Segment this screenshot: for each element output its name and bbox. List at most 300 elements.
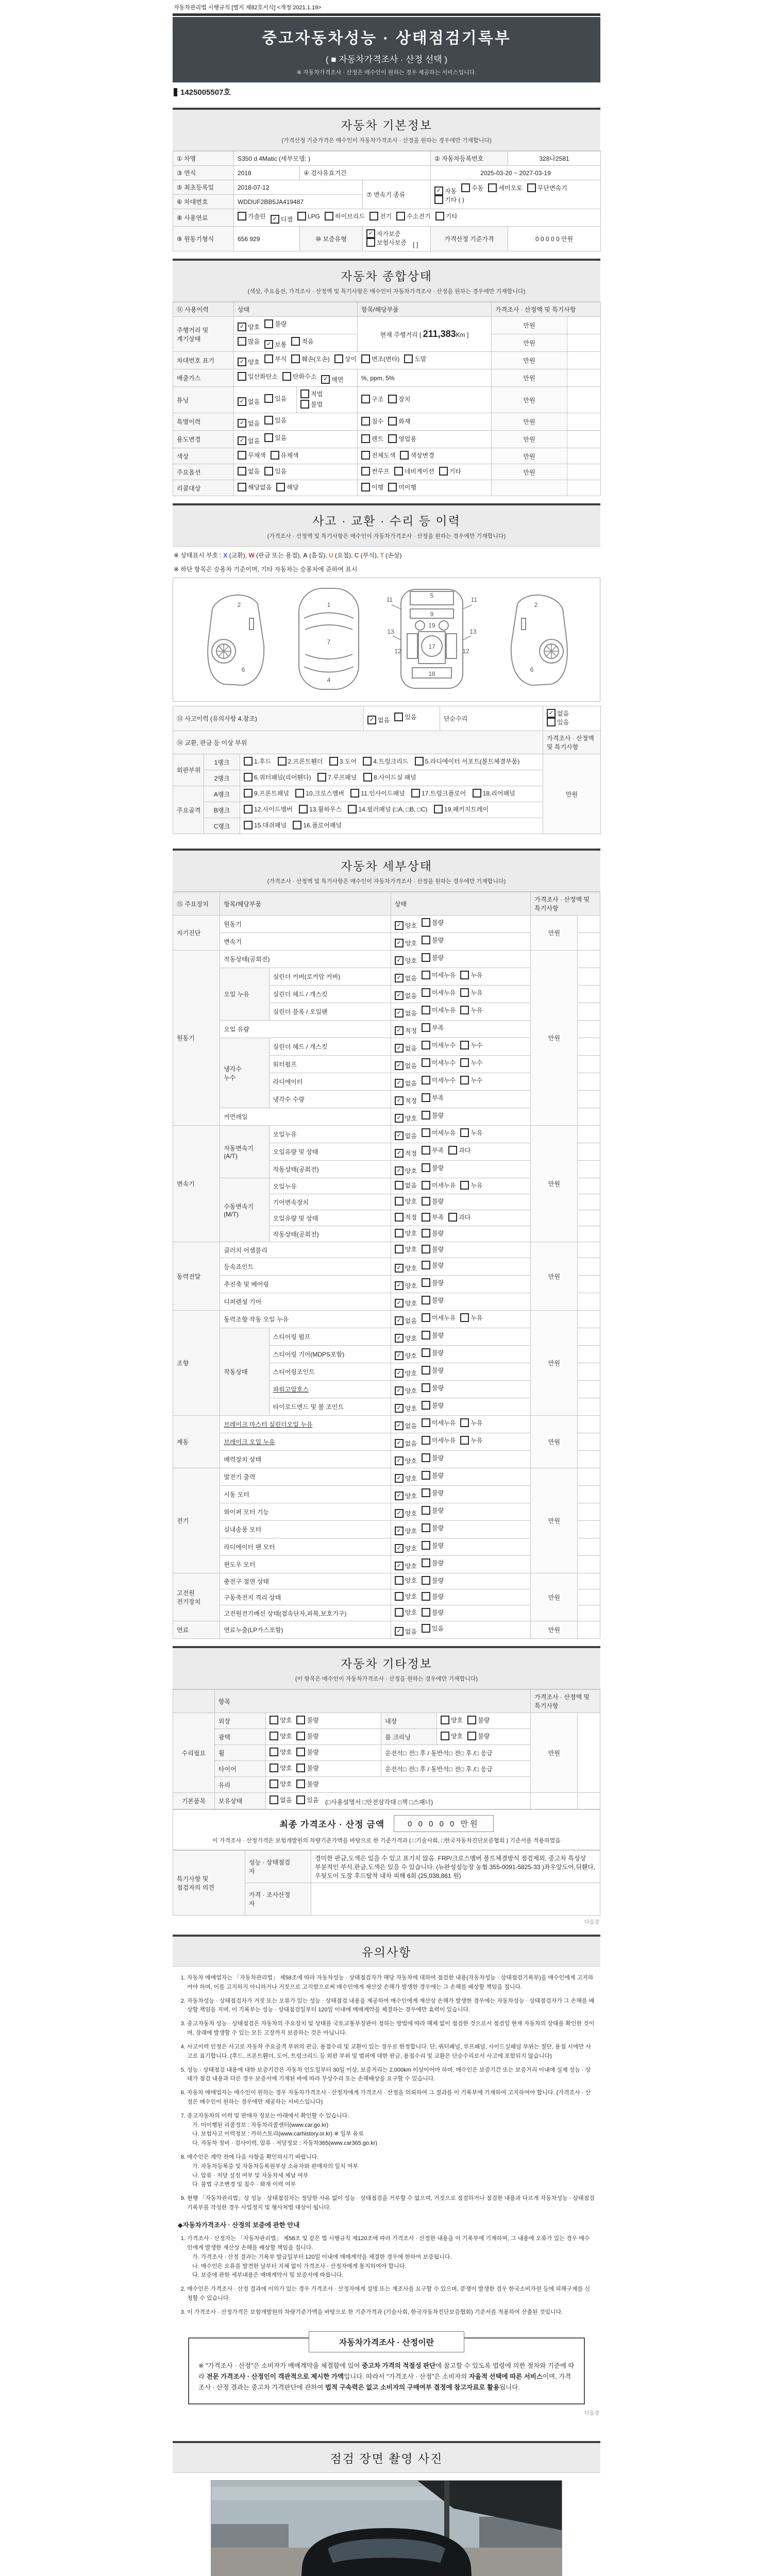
checkbox-box[interactable]: [422, 918, 430, 927]
checkbox-box[interactable]: [460, 1041, 469, 1049]
state-option[interactable]: [422, 1163, 444, 1172]
checkbox-box[interactable]: [299, 805, 308, 814]
checkbox-box[interactable]: [460, 1181, 469, 1190]
checkbox-box[interactable]: [422, 1331, 430, 1340]
checkbox-option[interactable]: [238, 483, 272, 492]
checkbox-box[interactable]: [422, 1608, 430, 1617]
state-option[interactable]: [395, 1608, 417, 1617]
checkbox-box[interactable]: [367, 716, 376, 724]
state-option[interactable]: [395, 1351, 417, 1360]
odometer-option[interactable]: [238, 337, 260, 346]
state-option[interactable]: [422, 1181, 456, 1190]
state-option[interactable]: [422, 1229, 444, 1238]
state-option[interactable]: [395, 1197, 417, 1206]
state-option[interactable]: [422, 1261, 444, 1269]
checkbox-option[interactable]: [441, 1732, 463, 1740]
checkbox-option[interactable]: [467, 1716, 490, 1724]
transmission-option[interactable]: [434, 187, 457, 195]
checkbox-box[interactable]: [434, 195, 443, 204]
checkbox-box[interactable]: [441, 1716, 449, 1724]
checkbox-box[interactable]: [395, 1281, 404, 1290]
panel-checkbox[interactable]: [244, 773, 311, 782]
checkbox-option[interactable]: [238, 436, 260, 445]
checkbox-option[interactable]: [238, 358, 260, 366]
checkbox-box[interactable]: [422, 1128, 430, 1137]
warranty-option[interactable]: [366, 238, 407, 247]
checkbox-box[interactable]: [388, 417, 397, 426]
state-option[interactable]: [422, 1592, 444, 1601]
checkbox-box[interactable]: [321, 375, 330, 384]
checkbox-option[interactable]: [238, 419, 260, 428]
checkbox-option[interactable]: [388, 434, 416, 443]
state-option[interactable]: [395, 974, 417, 982]
checkbox-box[interactable]: [264, 433, 273, 442]
checkbox-box[interactable]: [422, 1418, 430, 1427]
state-option[interactable]: [422, 988, 456, 997]
state-option[interactable]: [448, 1213, 470, 1222]
state-option[interactable]: [460, 988, 482, 997]
checkbox-box[interactable]: [395, 1044, 404, 1053]
checkbox-box[interactable]: [422, 1229, 430, 1238]
checkbox-box[interactable]: [394, 713, 403, 721]
checkbox-box[interactable]: [441, 1732, 449, 1740]
checkbox-box[interactable]: [422, 953, 430, 962]
fuel-option[interactable]: [297, 212, 320, 221]
checkbox-box[interactable]: [270, 1748, 278, 1756]
fuel-option[interactable]: [271, 215, 293, 224]
checkbox-box[interactable]: [422, 1488, 430, 1497]
checkbox-box[interactable]: [422, 1471, 430, 1480]
checkbox-box[interactable]: [395, 1299, 404, 1308]
checkbox-box[interactable]: [264, 319, 273, 328]
checkbox-box[interactable]: [395, 1245, 404, 1253]
checkbox-option[interactable]: [270, 1764, 292, 1772]
checkbox-option[interactable]: [388, 483, 416, 492]
checkbox-box[interactable]: [422, 1093, 430, 1102]
checkbox-box[interactable]: [394, 467, 403, 476]
checkbox-option[interactable]: [334, 354, 357, 363]
fuel-option[interactable]: [238, 212, 266, 221]
state-option[interactable]: [395, 1386, 417, 1395]
checkbox-box[interactable]: [488, 183, 497, 192]
state-option[interactable]: [395, 1439, 417, 1448]
checkbox-box[interactable]: [422, 1453, 430, 1462]
state-option[interactable]: [422, 953, 444, 962]
checkbox-option[interactable]: [296, 1732, 318, 1740]
checkbox-box[interactable]: [422, 1181, 430, 1190]
checkbox-box[interactable]: [388, 483, 397, 492]
checkbox-box[interactable]: [325, 212, 333, 221]
checkbox-box[interactable]: [434, 187, 443, 195]
state-option[interactable]: [395, 1166, 417, 1175]
checkbox-box[interactable]: [422, 971, 430, 979]
checkbox-box[interactable]: [415, 757, 424, 766]
checkbox-box[interactable]: [295, 789, 304, 798]
state-option[interactable]: [460, 1418, 482, 1427]
checkbox-box[interactable]: [422, 988, 430, 997]
checkbox-box[interactable]: [350, 789, 359, 798]
panel-checkbox[interactable]: [411, 789, 466, 798]
checkbox-box[interactable]: [400, 451, 409, 460]
checkbox-box[interactable]: [422, 1296, 430, 1304]
state-option[interactable]: [395, 1299, 417, 1308]
checkbox-box[interactable]: [361, 417, 370, 426]
checkbox-box[interactable]: [238, 323, 246, 331]
checkbox-option[interactable]: [388, 395, 410, 403]
checkbox-box[interactable]: [296, 1764, 305, 1772]
checkbox-box[interactable]: [395, 1439, 404, 1448]
state-option[interactable]: [460, 1128, 482, 1137]
checkbox-option[interactable]: [238, 372, 278, 381]
checkbox-option[interactable]: [270, 1748, 292, 1756]
checkbox-option[interactable]: [264, 394, 287, 403]
state-option[interactable]: [422, 1041, 456, 1049]
checkbox-box[interactable]: [264, 394, 273, 403]
checkbox-box[interactable]: [422, 1041, 430, 1049]
checkbox-box[interactable]: [547, 709, 556, 718]
repair-option[interactable]: [547, 718, 569, 726]
state-option[interactable]: [422, 971, 456, 979]
checkbox-box[interactable]: [395, 1061, 404, 1070]
state-option[interactable]: [422, 1296, 444, 1304]
checkbox-box[interactable]: [395, 1509, 404, 1518]
mileage-option[interactable]: [264, 319, 287, 328]
state-option[interactable]: [395, 1044, 417, 1053]
checkbox-box[interactable]: [395, 1492, 404, 1500]
panel-checkbox[interactable]: [244, 805, 293, 814]
checkbox-box[interactable]: [291, 337, 300, 346]
checkbox-box[interactable]: [238, 483, 246, 492]
checkbox-box[interactable]: [361, 483, 370, 492]
checkbox-box[interactable]: [395, 1474, 404, 1483]
checkbox-box[interactable]: [422, 1058, 430, 1067]
state-option[interactable]: [395, 1009, 417, 1018]
state-option[interactable]: [460, 1006, 482, 1014]
checkbox-box[interactable]: [461, 183, 470, 192]
state-option[interactable]: [422, 1541, 444, 1550]
checkbox-box[interactable]: [300, 389, 309, 398]
state-option[interactable]: [395, 1026, 417, 1035]
checkbox-box[interactable]: [395, 1264, 404, 1273]
checkbox-box[interactable]: [422, 1523, 430, 1532]
state-option[interactable]: [422, 1245, 444, 1253]
checkbox-box[interactable]: [395, 1456, 404, 1465]
state-option[interactable]: [422, 1608, 444, 1617]
checkbox-box[interactable]: [439, 467, 448, 476]
checkbox-option[interactable]: [400, 451, 434, 460]
transmission-option[interactable]: [527, 183, 567, 192]
checkbox-box[interactable]: [422, 1197, 430, 1206]
state-option[interactable]: [422, 936, 444, 944]
checkbox-option[interactable]: [264, 467, 287, 476]
checkbox-option[interactable]: [296, 1716, 318, 1724]
state-option[interactable]: [395, 1627, 417, 1636]
checkbox-box[interactable]: [291, 354, 300, 363]
checkbox-box[interactable]: [395, 1386, 404, 1395]
state-option[interactable]: [395, 939, 417, 947]
state-option[interactable]: [460, 1181, 482, 1190]
checkbox-box[interactable]: [317, 773, 326, 782]
checkbox-box[interactable]: [395, 1026, 404, 1035]
checkbox-box[interactable]: [422, 1592, 430, 1601]
checkbox-box[interactable]: [422, 1506, 430, 1515]
checkbox-box[interactable]: [395, 1369, 404, 1378]
checkbox-option[interactable]: [238, 451, 266, 460]
checkbox-box[interactable]: [422, 1076, 430, 1084]
panel-checkbox[interactable]: [415, 757, 520, 766]
checkbox-box[interactable]: [395, 1404, 404, 1413]
checkbox-box[interactable]: [460, 971, 469, 979]
checkbox-box[interactable]: [395, 974, 404, 982]
state-option[interactable]: [422, 1146, 444, 1155]
checkbox-box[interactable]: [395, 1627, 404, 1636]
state-option[interactable]: [395, 1149, 417, 1158]
checkbox-box[interactable]: [395, 1079, 404, 1088]
checkbox-box[interactable]: [264, 416, 273, 425]
state-option[interactable]: [395, 1474, 417, 1483]
checkbox-box[interactable]: [422, 1436, 430, 1445]
state-option[interactable]: [395, 1492, 417, 1500]
panel-checkbox[interactable]: [244, 821, 287, 829]
checkbox-box[interactable]: [422, 1366, 430, 1375]
checkbox-box[interactable]: [422, 1313, 430, 1322]
state-option[interactable]: [460, 1313, 482, 1322]
state-option[interactable]: [395, 1096, 417, 1105]
state-option[interactable]: [422, 1076, 456, 1084]
checkbox-box[interactable]: [361, 395, 370, 403]
state-option[interactable]: [395, 956, 417, 965]
fuel-option[interactable]: [369, 212, 392, 221]
checkbox-box[interactable]: [366, 238, 375, 247]
state-option[interactable]: [422, 1436, 456, 1445]
checkbox-box[interactable]: [388, 434, 397, 443]
checkbox-option[interactable]: [361, 451, 395, 460]
fuel-option[interactable]: [325, 212, 365, 221]
state-option[interactable]: [460, 971, 482, 979]
checkbox-box[interactable]: [369, 212, 378, 221]
state-option[interactable]: [422, 1418, 456, 1427]
checkbox-box[interactable]: [435, 212, 444, 221]
checkbox-box[interactable]: [460, 1006, 469, 1014]
checkbox-box[interactable]: [395, 1181, 404, 1190]
checkbox-box[interactable]: [282, 372, 291, 381]
state-option[interactable]: [422, 1331, 444, 1340]
checkbox-box[interactable]: [422, 1023, 430, 1032]
checkbox-box[interactable]: [395, 1608, 404, 1617]
checkbox-box[interactable]: [422, 1163, 430, 1172]
state-option[interactable]: [395, 1576, 417, 1585]
state-option[interactable]: [395, 1281, 417, 1290]
state-option[interactable]: [460, 1076, 482, 1084]
checkbox-box[interactable]: [238, 467, 246, 476]
checkbox-box[interactable]: [395, 1096, 404, 1105]
state-option[interactable]: [460, 1436, 482, 1445]
checkbox-option[interactable]: [296, 1764, 318, 1772]
checkbox-box[interactable]: [238, 419, 246, 428]
state-option[interactable]: [448, 1146, 470, 1155]
checkbox-box[interactable]: [467, 1732, 476, 1740]
checkbox-box[interactable]: [411, 789, 420, 798]
state-option[interactable]: [395, 921, 417, 930]
checkbox-box[interactable]: [238, 397, 246, 406]
checkbox-box[interactable]: [270, 1716, 278, 1724]
checkbox-box[interactable]: [422, 1401, 430, 1410]
checkbox-option[interactable]: [276, 483, 298, 492]
checkbox-box[interactable]: [434, 805, 443, 814]
checkbox-box[interactable]: [460, 1076, 469, 1084]
panel-checkbox[interactable]: [434, 805, 489, 814]
state-option[interactable]: [395, 1229, 417, 1238]
checkbox-box[interactable]: [361, 354, 370, 363]
state-option[interactable]: [422, 1128, 456, 1137]
checkbox-box[interactable]: [395, 1544, 404, 1553]
checkbox-box[interactable]: [395, 991, 404, 1000]
checkbox-box[interactable]: [396, 212, 405, 221]
checkbox-box[interactable]: [422, 1576, 430, 1585]
checkbox-option[interactable]: [300, 400, 323, 409]
checkbox-box[interactable]: [395, 1149, 404, 1158]
checkbox-box[interactable]: [244, 757, 253, 766]
state-option[interactable]: [422, 1506, 444, 1515]
checkbox-option[interactable]: [388, 417, 410, 426]
checkbox-option[interactable]: [270, 1780, 292, 1788]
fuel-option[interactable]: [435, 212, 458, 221]
fuel-option[interactable]: [396, 212, 430, 221]
state-option[interactable]: [395, 1131, 417, 1140]
checkbox-box[interactable]: [296, 1732, 305, 1740]
state-option[interactable]: [422, 1111, 444, 1120]
checkbox-box[interactable]: [395, 1576, 404, 1585]
checkbox-box[interactable]: [334, 354, 343, 363]
checkbox-box[interactable]: [296, 1716, 305, 1724]
panel-checkbox[interactable]: [293, 821, 342, 829]
checkbox-option[interactable]: [361, 483, 383, 492]
checkbox-box[interactable]: [244, 821, 253, 829]
checkbox-box[interactable]: [460, 1436, 469, 1445]
checkbox-option[interactable]: [404, 354, 426, 363]
accident-option[interactable]: [367, 716, 390, 724]
checkbox-box[interactable]: [238, 337, 246, 346]
checkbox-option[interactable]: [270, 1795, 292, 1804]
checkbox-box[interactable]: [460, 988, 469, 997]
state-option[interactable]: [422, 1624, 444, 1633]
checkbox-box[interactable]: [244, 789, 253, 798]
checkbox-option[interactable]: [441, 1716, 463, 1724]
checkbox-option[interactable]: [264, 354, 287, 363]
checkbox-box[interactable]: [460, 1058, 469, 1067]
checkbox-box[interactable]: [422, 936, 430, 944]
state-option[interactable]: [422, 1278, 444, 1287]
checkbox-box[interactable]: [395, 1351, 404, 1360]
state-option[interactable]: [395, 991, 417, 1000]
panel-checkbox[interactable]: [350, 789, 405, 798]
panel-checkbox[interactable]: [348, 805, 427, 814]
checkbox-box[interactable]: [348, 805, 357, 814]
checkbox-option[interactable]: [270, 1732, 292, 1740]
state-option[interactable]: [422, 1197, 444, 1206]
transmission-option[interactable]: [488, 183, 522, 192]
checkbox-box[interactable]: [422, 1348, 430, 1357]
repair-option[interactable]: [547, 709, 569, 718]
panel-checkbox[interactable]: [363, 757, 408, 766]
panel-checkbox[interactable]: [278, 757, 323, 766]
state-option[interactable]: [422, 1093, 444, 1102]
state-option[interactable]: [422, 918, 444, 927]
state-option[interactable]: [395, 1334, 417, 1343]
state-option[interactable]: [422, 1383, 444, 1392]
checkbox-box[interactable]: [422, 1111, 430, 1120]
checkbox-box[interactable]: [395, 1592, 404, 1601]
checkbox-option[interactable]: [467, 1732, 490, 1740]
checkbox-box[interactable]: [395, 939, 404, 947]
checkbox-box[interactable]: [238, 372, 246, 381]
checkbox-box[interactable]: [395, 1114, 404, 1123]
state-option[interactable]: [395, 1456, 417, 1465]
checkbox-option[interactable]: [296, 1748, 318, 1756]
checkbox-box[interactable]: [395, 1009, 404, 1018]
state-option[interactable]: [395, 1562, 417, 1570]
checkbox-option[interactable]: [264, 416, 287, 425]
panel-checkbox[interactable]: [317, 773, 357, 782]
state-option[interactable]: [422, 1576, 444, 1585]
checkbox-option[interactable]: [361, 467, 390, 476]
checkbox-option[interactable]: [282, 372, 316, 381]
checkbox-box[interactable]: [361, 434, 370, 443]
checkbox-box[interactable]: [264, 354, 273, 363]
checkbox-box[interactable]: [473, 789, 481, 798]
checkbox-box[interactable]: [388, 395, 397, 403]
checkbox-box[interactable]: [270, 1732, 278, 1740]
checkbox-box[interactable]: [366, 229, 375, 238]
state-option[interactable]: [395, 1421, 417, 1430]
checkbox-option[interactable]: [300, 389, 323, 398]
state-option[interactable]: [395, 1213, 417, 1222]
checkbox-box[interactable]: [395, 1527, 404, 1535]
state-option[interactable]: [422, 1453, 444, 1462]
state-option[interactable]: [460, 1041, 482, 1049]
checkbox-option[interactable]: [238, 467, 260, 476]
checkbox-box[interactable]: [361, 467, 370, 476]
checkbox-option[interactable]: [321, 375, 343, 384]
state-option[interactable]: [395, 1544, 417, 1553]
checkbox-box[interactable]: [238, 451, 246, 460]
state-option[interactable]: [395, 1114, 417, 1123]
panel-checkbox[interactable]: [244, 757, 271, 766]
checkbox-box[interactable]: [460, 1128, 469, 1137]
checkbox-box[interactable]: [395, 1213, 404, 1222]
checkbox-box[interactable]: [395, 1421, 404, 1430]
checkbox-box[interactable]: [296, 1795, 305, 1804]
state-option[interactable]: [395, 1369, 417, 1378]
checkbox-box[interactable]: [238, 358, 246, 366]
checkbox-box[interactable]: [395, 1562, 404, 1570]
checkbox-option[interactable]: [291, 354, 329, 363]
state-option[interactable]: [422, 1401, 444, 1410]
panel-checkbox[interactable]: [363, 773, 416, 782]
checkbox-box[interactable]: [404, 354, 413, 363]
odometer-option[interactable]: [291, 337, 313, 346]
state-option[interactable]: [422, 1558, 444, 1567]
checkbox-box[interactable]: [293, 821, 301, 829]
checkbox-option[interactable]: [361, 354, 399, 363]
checkbox-box[interactable]: [422, 1006, 430, 1014]
checkbox-option[interactable]: [394, 467, 434, 476]
checkbox-box[interactable]: [422, 1261, 430, 1269]
transmission-option[interactable]: [461, 183, 483, 192]
checkbox-option[interactable]: [271, 451, 299, 460]
state-option[interactable]: [395, 1079, 417, 1088]
checkbox-box[interactable]: [422, 1624, 430, 1633]
